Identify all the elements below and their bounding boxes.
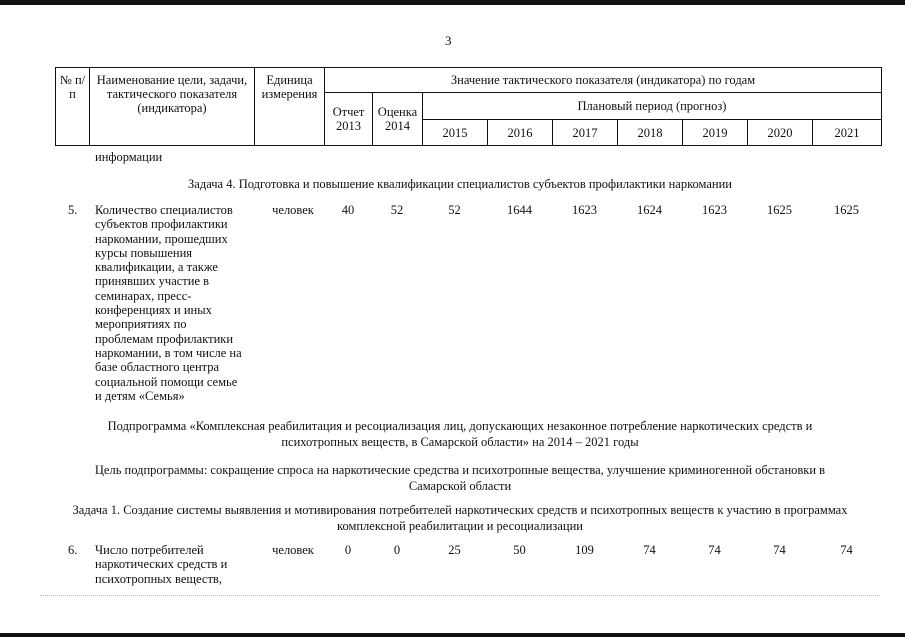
- row5-name-line: Количество специалистов: [95, 203, 233, 217]
- row5-value: 1623: [702, 203, 727, 217]
- subprogram-line: Подпрограмма «Комплексная реабилитация и ресоциализация лиц, допускающих незаконное потребление наркотических средств и: [107, 419, 813, 433]
- row5-value: 40: [341, 203, 355, 217]
- bottom-border: [0, 633, 905, 637]
- header-year: 2021: [813, 120, 882, 146]
- header-year: 2020: [748, 120, 813, 146]
- row6-name-line: наркотических средств и: [95, 557, 228, 572]
- task1-line: комплексной реабилитации и ресоциализации: [337, 519, 583, 533]
- row6-name-line: психотропных веществ,: [95, 571, 222, 586]
- row5-name-line: наркомании, прошедших: [95, 231, 228, 246]
- header-year: 2015: [423, 120, 488, 146]
- row5-name-line: конференциях и иных: [95, 303, 212, 318]
- table-header: [55, 67, 882, 146]
- row6-unit: человек: [272, 543, 314, 557]
- row6-value: 0: [344, 543, 352, 557]
- row6-name-line: Число потребителей: [95, 543, 204, 557]
- row6-name: [95, 543, 260, 586]
- row5-value: 52: [390, 203, 404, 217]
- header-year: 2016: [488, 120, 553, 146]
- subprogram-title: [40, 418, 880, 450]
- task4-heading: Задача 4. Подготовка и повышение квалификации специалистов субъектов профилактики наркомании: [188, 177, 732, 191]
- scan-noise-line: [40, 595, 880, 596]
- row5-unit: человек: [272, 203, 314, 217]
- subprogram-goal: [40, 462, 880, 494]
- row5-value: 1624: [637, 203, 662, 217]
- header-planned: Плановый период (прогноз): [423, 93, 882, 120]
- row5-name-line: социальной помощи семье: [95, 374, 238, 389]
- row5-name-line: и детям «Семья»: [95, 388, 185, 403]
- page-number: 3: [445, 33, 452, 48]
- task1-heading: [40, 502, 880, 534]
- header-year: 2019: [683, 120, 748, 146]
- row5-name-line: семинарах, пресс-: [95, 288, 192, 303]
- row6-value: 50: [513, 543, 526, 557]
- row5-value: 1623: [572, 203, 597, 217]
- goal-line: Цель подпрограммы: сокращение спроса на наркотические средства и психотропные вещества, улучшение криминогенной обстановки в: [94, 463, 826, 477]
- row5-value: 52: [448, 203, 461, 217]
- row5-name-line: наркомании, в том числе на: [95, 345, 242, 360]
- row5-num: 5.: [68, 203, 78, 217]
- header-values: Значение тактического показателя (индикатора) по годам: [325, 68, 882, 93]
- row6-num: 6.: [68, 543, 78, 557]
- row6-value: 74: [840, 543, 853, 557]
- header-estimate: Оценка 2014: [373, 93, 423, 146]
- row6-value: 0: [393, 543, 401, 557]
- row5-value: 1625: [767, 203, 792, 217]
- row5-name-line: субъектов профилактики: [95, 217, 228, 232]
- row6-value: 74: [708, 543, 721, 557]
- row5-name-line: курсы повышения: [95, 245, 193, 260]
- top-border: [0, 0, 905, 5]
- subprogram-line: психотропных веществ, в Самарской области» на 2014 – 2021 годы: [281, 435, 639, 449]
- continuation-text: информации: [95, 150, 163, 164]
- row6-value: 109: [575, 543, 594, 557]
- row5-value: 1625: [834, 203, 859, 217]
- row5-value: 1644: [507, 203, 532, 217]
- header-num: № п/п: [56, 68, 90, 146]
- header-report: Отчет 2013: [325, 93, 373, 146]
- header-unit: Единица измерения: [255, 68, 325, 146]
- row5-name-line: проблемам профилактики: [95, 331, 234, 346]
- row5-name-line: квалификации, а также: [95, 260, 218, 275]
- row5-name-line: базе областного центра: [95, 360, 220, 375]
- header-year: 2018: [618, 120, 683, 146]
- header-name: Наименование цели, задачи, тактического показателя (индикатора): [90, 68, 255, 146]
- row5-name-line: принявших участие в: [95, 274, 210, 289]
- header-year: 2017: [553, 120, 618, 146]
- row6-value: 74: [773, 543, 786, 557]
- row6-value: 25: [448, 543, 461, 557]
- goal-line: Самарской области: [408, 479, 512, 493]
- row5-name: [95, 203, 260, 403]
- row5-name-line: мероприятиях по: [95, 317, 187, 332]
- task1-line: Задача 1. Создание системы выявления и мотивирования потребителей наркотических средств и психотропных веществ к участию в программах: [72, 503, 848, 517]
- row6-value: 74: [643, 543, 656, 557]
